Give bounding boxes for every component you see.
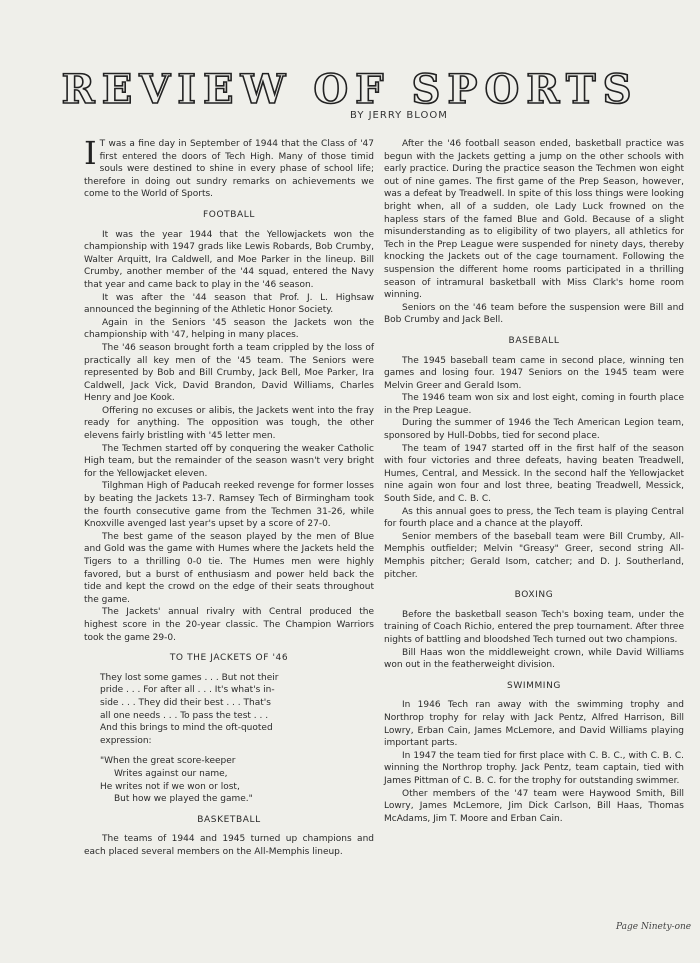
right-column xyxy=(384,138,684,825)
baseball-paragraph: The 1946 team won six and lost eight, coming in fourth place in the Prep League. xyxy=(384,393,684,416)
football-paragraph: Tilghman High of Paducah reeked revenge for former losses by beating the Jackets 13-7. Ramsey Tech of Birmingham took the fourth consecutive game from the Techmen 31-26, while Knoxville avenged last year's upset by a score of 27-0. xyxy=(84,481,374,530)
byline: BY JERRY BLOOM xyxy=(350,110,448,121)
boxing-paragraph: Before the basketball season Tech's boxing team, under the training of Coach Richio, entered the prep tournament. After three nights of battling and bloodshed Tech turned out two champions. xyxy=(384,609,684,645)
baseball-paragraph: During the summer of 1946 the Tech American Legion team, sponsored by Hull-Dobbs, tied for second place. xyxy=(384,418,684,442)
football-paragraph: It was after the '44 season that Prof. J. L. Highsaw announced the beginning of the Athletic Honor Society. xyxy=(84,292,374,316)
football-paragraph: It was the year 1944 that the Yellowjackets won the championship with 1947 grads like Lewis Robards, Bob Crumby, Walter Arquitt, Ira Caldwell, and Moe Parker in the lineup. Bill Crumby, another member of the '44 squad, entered the Navy that year and came back to play in the '46 season. xyxy=(84,229,374,290)
boxing-paragraph: Bill Haas won the middleweight crown, while David Williams won out in the featherweight division. xyxy=(384,647,684,671)
poem-line: expression: xyxy=(100,735,152,746)
basketball-paragraph: Seniors on the '46 team before the suspension were Bill and Bob Crumby and Jack Bell. xyxy=(384,302,684,326)
football-paragraph: The '46 season brought forth a team crippled by the loss of practically all key men of the '45 team. The Seniors were represented by Bob and Bill Crumby, Jack Bell, Moe Parker, Ira Caldwell, Jack Vick, David Brandon, David Williams, Charles Henry and Joe Kook. xyxy=(84,342,374,404)
poem-line: And this brings to mind the oft-quoted xyxy=(100,723,273,734)
swimming-heading: SWIMMING xyxy=(507,680,561,691)
intro-paragraph: I T was a fine day in September of 1944 that the Class of '47 first entered the doors of Tech High. Many of those timid souls were destined to shine in every phase of school life; therefore in doing out sundry remarks on achievements we come to the World of Sports. xyxy=(84,134,374,200)
quote-line: But how we played the game." xyxy=(114,794,253,805)
poem-heading: TO THE JACKETS OF '46 xyxy=(169,653,289,664)
poem-line: all one needs . . . To pass the test . . . xyxy=(100,710,269,721)
baseball-paragraph: Senior members of the baseball team were Bill Crumby, All-Memphis outfielder; Melvin "Greasy" Greer, second string All-Memphis pitcher; Gerald Isom, catcher; and D. J. Southerland, pitcher. xyxy=(384,531,684,580)
swimming-paragraph: In 1946 Tech ran away with the swimming trophy and Northrop trophy for relay with Jack Pentz, Alfred Harrison, Bill Lowry, Erban Cain, James McLemore, and David Williams playing important parts. xyxy=(384,700,684,749)
baseball-paragraph: The 1945 baseball team came in second place, winning ten games and losing four. 1947 Seniors on the 1945 team were Melvin Greer and Gerald Isom. xyxy=(384,355,684,391)
baseball-paragraph: As this annual goes to press, the Tech team is playing Central for fourth place and a chance at the playoff. xyxy=(384,506,684,530)
football-paragraph: Offering no excuses or alibis, the Jackets went into the fray ready for anything. The opposition was tough, the other elevens fairly bristling with '45 letter men. xyxy=(84,405,374,442)
page-number: Page Ninety-one xyxy=(616,922,692,932)
football-paragraph: The best game of the season played by the men of Blue and Gold was the game with Humes where the Jackets held the Tigers to a thrilling 0-0 tie. The Humes men were highly favored, but a burst of enthusiasm and power held back the tide and kept the crowd on the edge of their seats throughout the game. xyxy=(84,531,374,605)
football-heading: FOOTBALL xyxy=(202,209,255,220)
quote-line: He writes not if we won or lost, xyxy=(100,781,240,792)
quote xyxy=(100,755,374,805)
poem xyxy=(100,672,374,748)
basketball-paragraph: After the '46 football season ended, basketball practice was begun with the Jackets getting a jump on the other schools with early practice. During the practice season the Techmen won eight out of nine games. The first game of the Prep Season, however, was a defeat by Treadwell. In spite of this loss things were looking bright when, all of a sudden, ole Lady Luck frowned on the hapless stars of the famed Blue and Gold. Because of a slight misunderstanding as to eligibility of two players, all athletics for Tech in the Prep League were suspended for ninety days, thereby knocking the Jackets out of the cage tournament. Following the suspension the different home rooms participated in a thrilling season of intramural basketball with Miss Clark's home room winning. xyxy=(384,139,684,301)
quote-line: "When the great score-keeper xyxy=(100,756,236,767)
basketball-heading: BASKETBALL xyxy=(197,814,261,825)
baseball-paragraph: The team of 1947 started off in the first half of the season with four victories and three defeats, having beaten Treadwell, Humes, Central, and Messick. In the second half the Yellowjacket nine again won four and lost three, beating Treadwell, Messick, South Side, and C. B. C. xyxy=(384,443,684,505)
football-paragraph: The Jackets' annual rivalry with Central produced the highest score in the 20-year classic. The Champion Warriors took the game 29-0. xyxy=(84,607,374,643)
quote-line: Writes against our name, xyxy=(114,768,228,779)
page-title: REVIEW OF SPORTS xyxy=(61,66,639,113)
left-column xyxy=(84,134,374,858)
football-paragraph: The Techmen started off by conquering the weaker Catholic High team, but the remainder of the season wasn't very bright for the Yellowjacket eleven. xyxy=(84,443,374,479)
basketball-paragraph: The teams of 1944 and 1945 turned up champions and each placed several members on the All-Memphis lineup. xyxy=(84,834,374,857)
poem-line: side . . . They did their best . . . That's xyxy=(100,697,271,708)
poem-line: pride . . . For after all . . . It's what's in- xyxy=(100,685,275,696)
baseball-heading: BASEBALL xyxy=(508,335,560,346)
swimming-paragraph: Other members of the '47 team were Haywood Smith, Bill Lowry, James McLemore, Jim Dick Carlson, Bill Haas, Thomas McAdams, Jim T. Moore and Erban Cain. xyxy=(384,788,684,824)
football-paragraph: Again in the Seniors '45 season the Jackets won the championship with '47, helping in many places. xyxy=(84,317,374,341)
boxing-heading: BOXING xyxy=(514,590,554,601)
poem-line: They lost some games . . . But not their xyxy=(100,672,279,683)
swimming-paragraph: In 1947 the team tied for first place with C. B. C., with C. B. C. winning the Northrop trophy. Jack Pentz, team captain, tied with James Pittman of C. B. C. for the trophy for outstanding swimmer. xyxy=(384,750,684,786)
drop-cap: I xyxy=(84,134,97,172)
